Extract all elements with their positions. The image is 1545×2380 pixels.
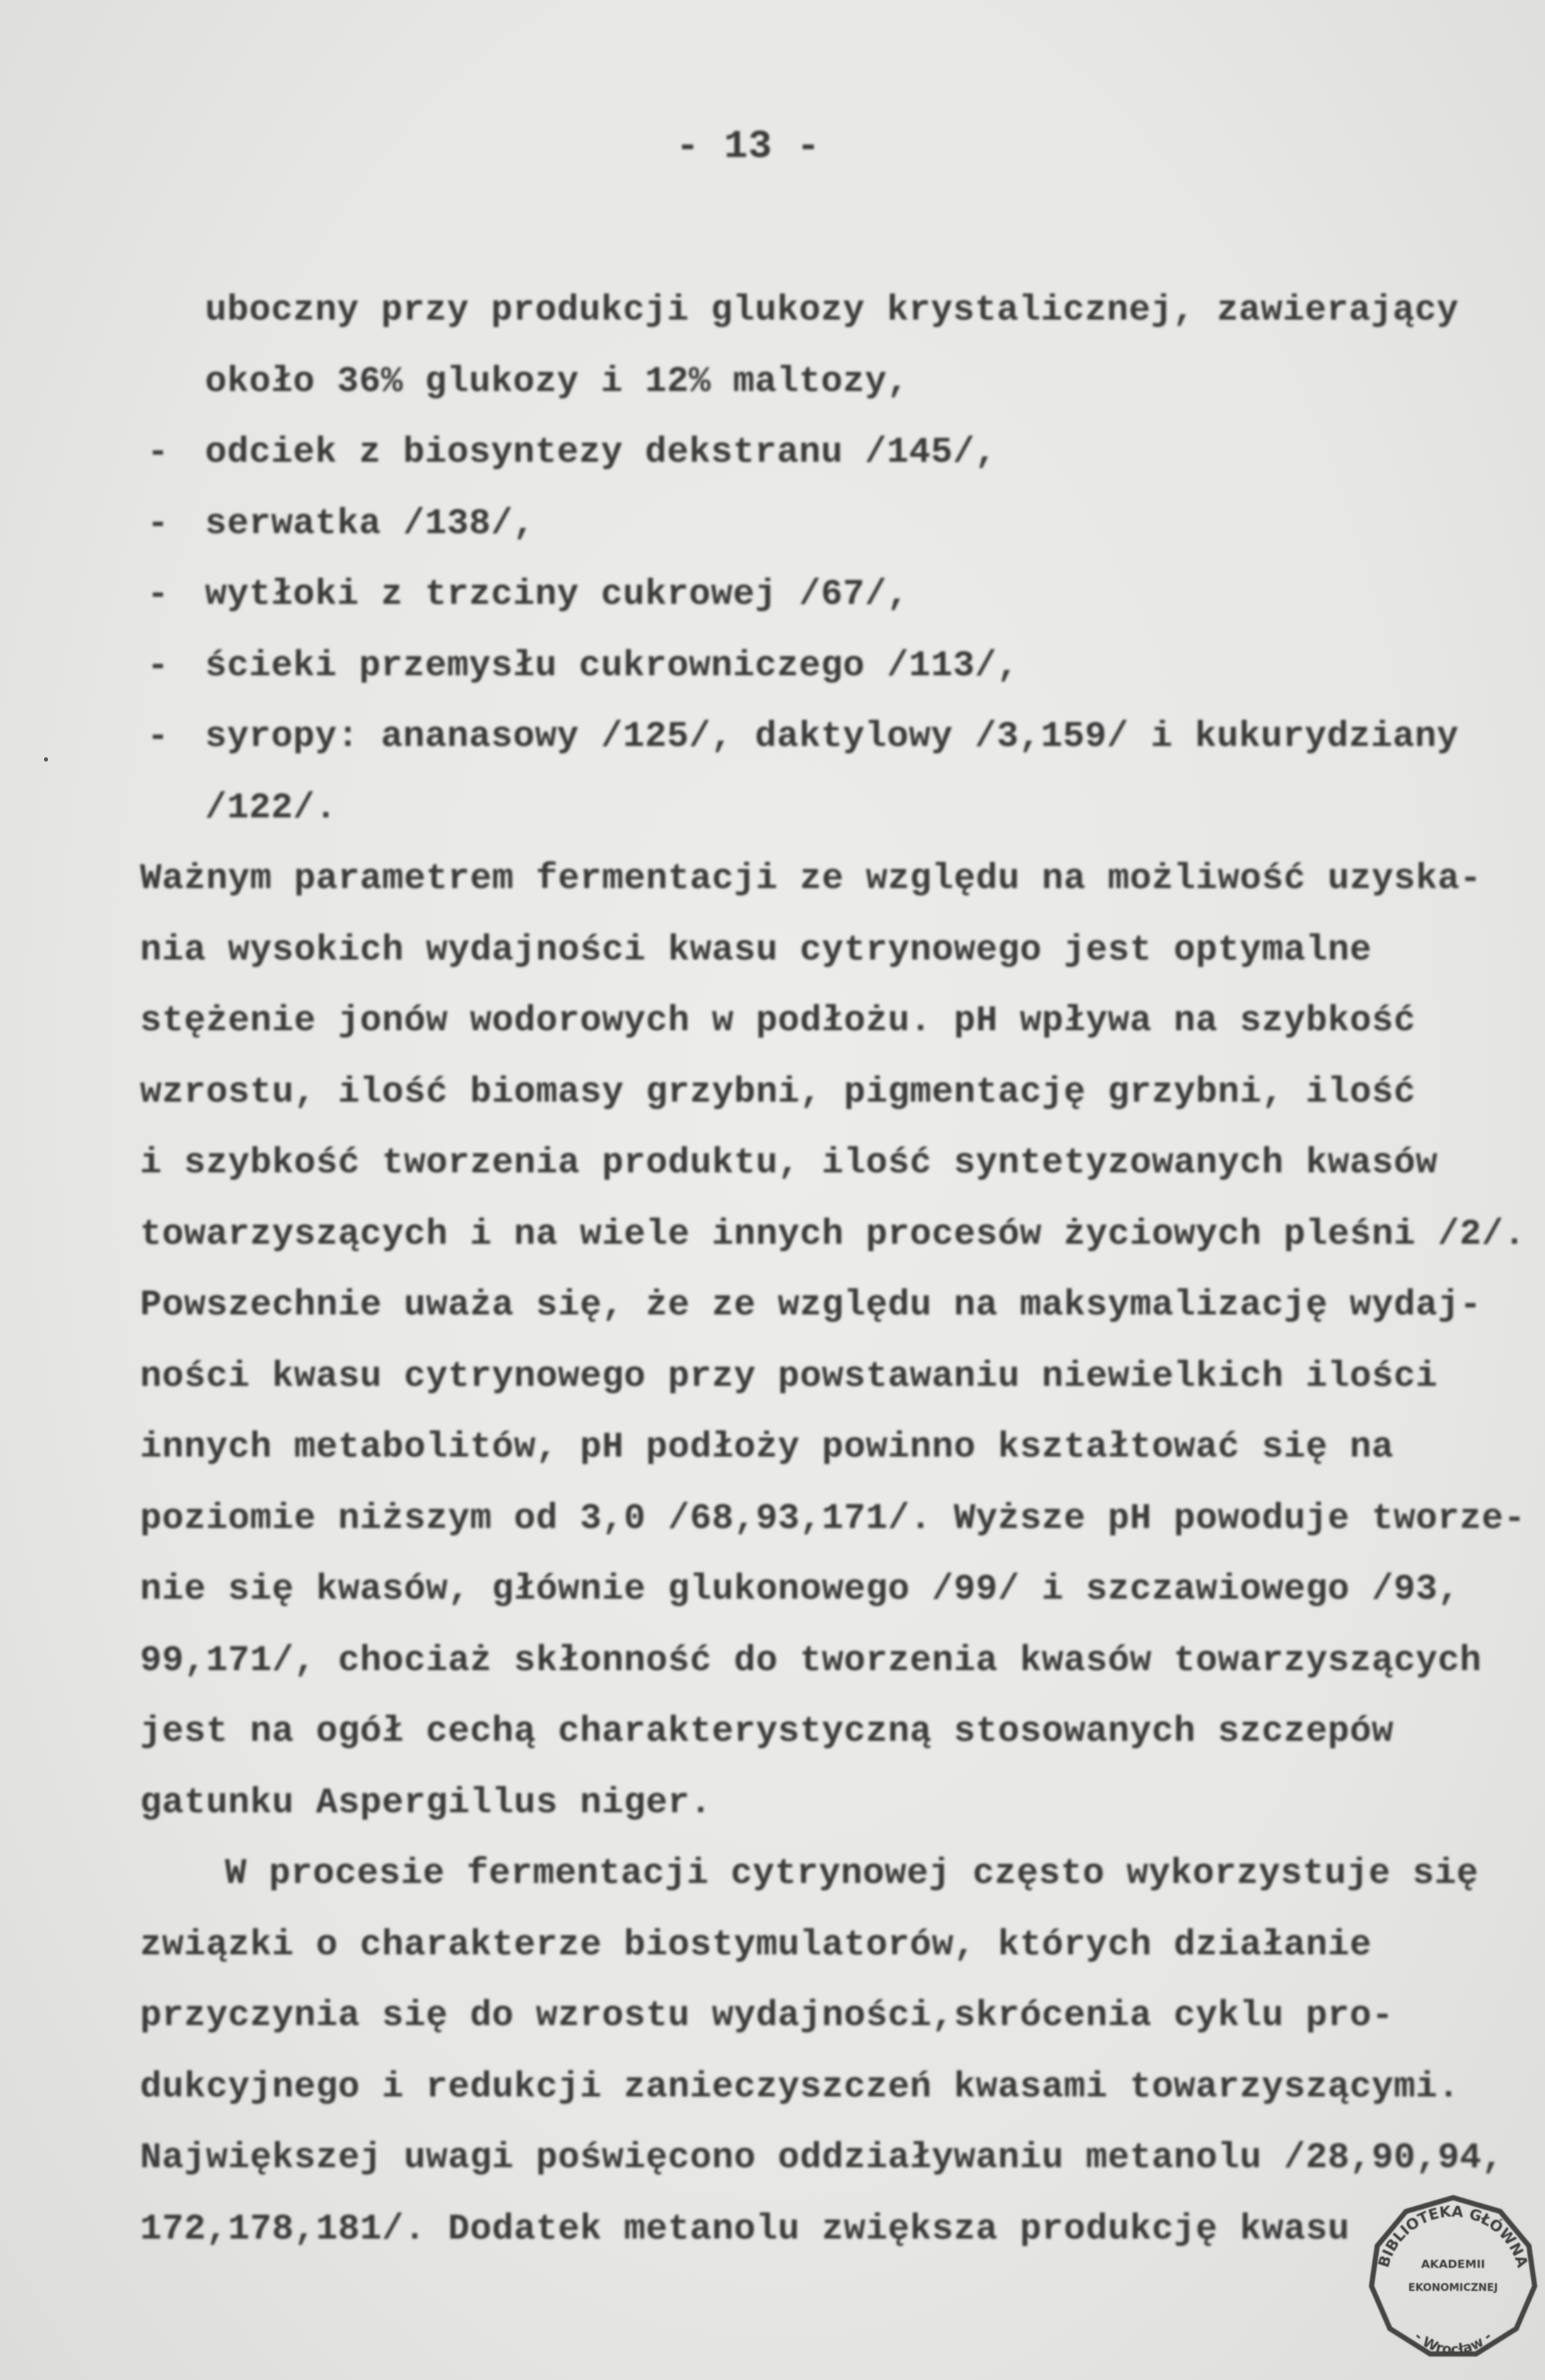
body-text [140,276,1526,2265]
line-text: wzrostu, ilość biomasy grzybni, pigmentację grzybni, ilość [140,1072,1416,1113]
text-line [140,2195,1526,2266]
line-text: towarzyszących i na wiele innych procesów życiowych pleśni /2/. [140,1214,1526,1255]
line-text: innych metabolitów, pH podłoży powinno kształtować się na [140,1428,1394,1468]
line-text: 99,171/, chociaż skłonność do tworzenia kwasów towarzyszących [140,1640,1482,1681]
text-line [140,1839,1526,1911]
text-line [140,1697,1526,1768]
list-bullet: - [147,433,170,473]
text-line [140,1128,1526,1200]
line-text: W procesie fermentacji cytrynowej często wykorzystuje się [225,1854,1479,1894]
text-line [140,1271,1526,1342]
line-text: ności kwasu cytrynowego przy powstawaniu niewielkich ilości [140,1356,1438,1397]
text-line [140,1911,1526,1982]
stamp-bottom-text: - Wrocław - [1411,2328,1496,2358]
text-line [140,986,1526,1058]
text-line [140,1200,1526,1271]
list-item [140,631,1526,703]
list-bullet: - [147,717,170,757]
text-line [140,1413,1526,1484]
text-line [140,1768,1526,1840]
line-text: i szybkość tworzenia produktu, ilość syntetyzowanych kwasów [140,1143,1438,1184]
text-line [140,2123,1526,2195]
line-text: nia wysokich wydajności kwasu cytrynowego jest optymalne [140,930,1372,971]
list-item [140,418,1526,489]
list-item [140,489,1526,561]
text-line [140,1058,1526,1129]
line-text: Największej uwagi poświęcono oddziaływaniu metanolu /28,90,94, [140,2138,1504,2178]
line-text: ścieki przemysłu cukrowniczego /113/, [205,646,1019,687]
list-item [140,560,1526,631]
list-bullet: - [147,646,170,687]
text-line [140,2053,1526,2124]
line-text: związki o charakterze biostymulatorów, których działanie [140,1925,1372,1966]
line-text: uboczny przy produkcji glukozy krystalicznej, zawierający [205,291,1459,331]
text-line [140,916,1526,987]
line-text: /122/. [205,788,337,829]
stamp-inner-line1: AKADEMII [1421,2257,1486,2271]
line-text: syropy: ananasowy /125/, daktylowy /3,159/ i kukurydziany [205,717,1459,757]
line-text: poziomie niższym od 3,0 /68,93,171/. Wyższe pH powoduje tworze- [140,1498,1526,1539]
line-text: dukcyjnego i redukcji zanieczyszczeń kwasami towarzyszącymi. [140,2067,1460,2108]
page-number: - 13 - [675,124,821,169]
list-bullet: - [147,575,170,615]
line-text: przyczynia się do wzrostu wydajności,skrócenia cyklu pro- [140,1996,1394,2036]
line-text: około 36% glukozy i 12% maltozy, [205,361,909,402]
stamp-inner-line2: EKONOMICZNEJ [1408,2281,1498,2294]
text-line [140,844,1526,916]
line-text: Powszechnie uważa się, że ze względu na maksymalizację wydaj- [140,1285,1482,1326]
list-bullet: - [147,503,170,544]
line-text: serwatka /138/, [205,503,535,544]
scan-speck [44,757,48,762]
line-text: 172,178,181/. Dodatek metanolu zwiększa produkcję kwasu [140,2209,1350,2250]
line-text: wytłoki z trzciny cukrowej /67/, [205,575,909,615]
line-text: Ważnym parametrem fermentacji ze względu na możliwość uzyska- [140,859,1482,899]
text-line [140,1981,1526,2053]
line-text: gatunku Aspergillus niger. [140,1783,712,1824]
stamp-border [1372,2198,1535,2354]
text-line [140,1626,1526,1698]
text-line [140,347,1526,419]
text-line [140,276,1526,347]
text-line [140,774,1526,845]
line-text: odciek z biosyntezy dekstranu /145/, [205,433,997,473]
list-item [140,702,1526,774]
text-line [140,1342,1526,1413]
line-text: jest na ogół cechą charakterystyczną stosowanych szczepów [140,1712,1394,1752]
text-line [140,1484,1526,1556]
library-stamp [1361,2188,1545,2361]
line-text: nie się kwasów, głównie glukonowego /99/ i szczawiowego /93, [140,1570,1460,1610]
text-line [140,1555,1526,1626]
stamp-outer-text: BIBLIOTEKA GŁÓWNA [1374,2202,1532,2270]
line-text: stężenie jonów wodorowych w podłożu. pH wpływa na szybkość [140,1001,1416,1042]
